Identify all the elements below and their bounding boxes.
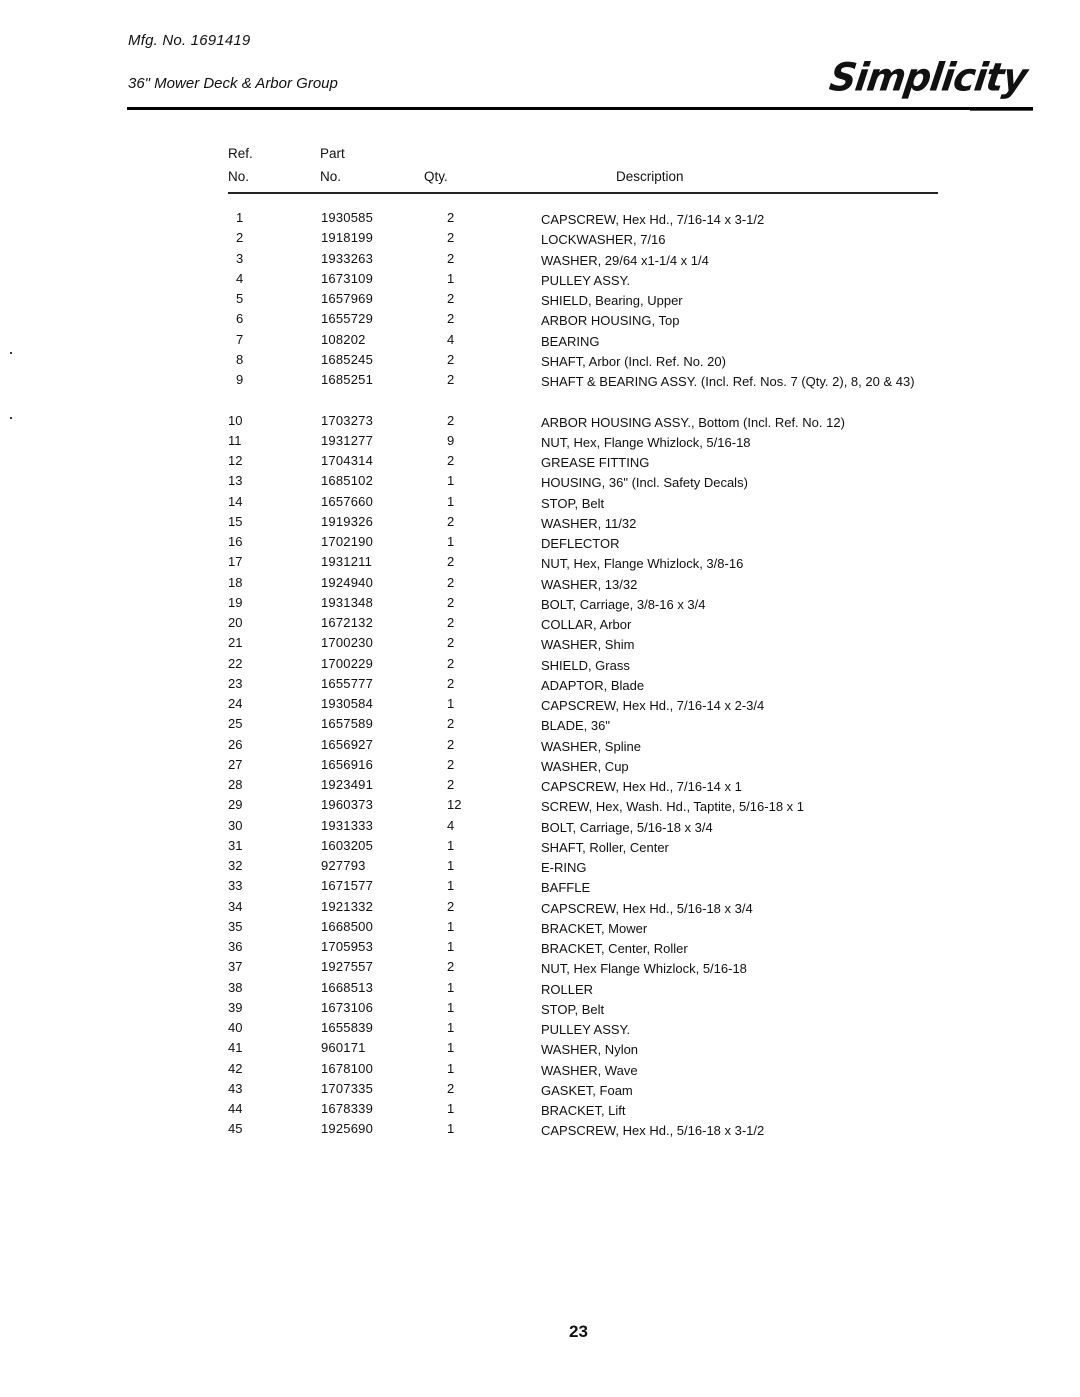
ref-cell: 34	[228, 898, 243, 914]
description-cell: BEARING	[541, 333, 600, 349]
qty-cell: 2	[447, 736, 455, 752]
qty-cell: 1	[447, 999, 455, 1015]
table-row	[228, 676, 948, 696]
description-cell: CAPSCREW, Hex Hd., 5/16-18 x 3/4	[541, 900, 753, 916]
table-row	[228, 757, 948, 777]
table-row	[228, 352, 948, 372]
part-number-cell: 1927557	[321, 959, 374, 975]
part-number-cell: 1705953	[321, 939, 374, 954]
ref-cell: 16	[228, 534, 243, 549]
scan-speck	[10, 417, 12, 419]
qty-cell: 1	[447, 878, 455, 894]
description-cell: CAPSCREW, Hex Hd., 7/16-14 x 1	[541, 779, 742, 794]
table-row	[228, 311, 948, 331]
part-number-cell: 1707335	[321, 1080, 374, 1096]
description-cell: GASKET, Foam	[541, 1082, 633, 1098]
ref-cell: 9	[236, 372, 244, 387]
part-number-cell: 1657660	[321, 493, 374, 509]
description-cell: BRACKET, Lift	[541, 1103, 626, 1118]
description-cell: CAPSCREW, Hex Hd., 5/16-18 x 3-1/2	[541, 1123, 765, 1139]
part-number-cell: 1671577	[321, 878, 374, 894]
description-cell: WASHER, Cup	[541, 758, 629, 774]
header-ref-line1: Ref.	[228, 146, 253, 161]
description-cell: ROLLER	[541, 981, 594, 997]
header-qty: Qty.	[424, 169, 448, 184]
ref-cell: 41	[228, 1040, 243, 1056]
table-row	[228, 453, 948, 473]
qty-cell: 2	[447, 250, 455, 266]
ref-cell: 40	[228, 1020, 243, 1035]
qty-cell: 2	[447, 554, 455, 570]
ref-cell: 24	[228, 696, 243, 711]
description-cell: BRACKET, Mower	[541, 920, 648, 936]
part-number-cell: 1678339	[321, 1101, 374, 1116]
ref-cell: 5	[236, 291, 244, 306]
table-row	[228, 656, 948, 676]
qty-cell: 2	[447, 1080, 455, 1096]
table-row	[228, 372, 948, 413]
qty-cell: 1	[447, 270, 455, 286]
qty-cell: 2	[447, 230, 455, 246]
qty-cell: 2	[447, 513, 455, 529]
table-row	[228, 777, 948, 797]
ref-cell: 10	[228, 412, 243, 428]
qty-cell: 1	[447, 1121, 455, 1137]
qty-cell: 2	[447, 594, 455, 610]
qty-cell: 2	[447, 210, 455, 225]
qty-cell: 1	[447, 1020, 455, 1035]
part-number-cell: 1931211	[321, 554, 373, 570]
part-number-cell: 1656916	[321, 756, 374, 772]
ref-cell: 3	[236, 250, 244, 266]
description-cell: BOLT, Carriage, 5/16-18 x 3/4	[541, 819, 713, 835]
table-row	[228, 1121, 948, 1141]
qty-cell: 2	[447, 351, 455, 367]
description-cell: WASHER, 13/32	[541, 576, 638, 592]
ref-cell: 42	[228, 1060, 243, 1076]
table-row	[228, 797, 948, 817]
part-number-cell: 1668500	[321, 918, 374, 934]
table-row	[228, 554, 948, 574]
table-row	[228, 737, 948, 757]
ref-cell: 31	[228, 837, 243, 853]
part-number-cell: 1960373	[321, 797, 374, 813]
description-cell: SHAFT & BEARING ASSY. (Incl. Ref. Nos. 7 (Qty. 2), 8, 20 & 43)	[541, 374, 915, 389]
ref-cell: 23	[228, 675, 243, 691]
part-number-cell: 1603205	[321, 837, 374, 853]
ref-cell: 1	[236, 210, 244, 225]
table-row	[228, 595, 948, 615]
qty-cell: 4	[447, 331, 455, 347]
description-cell: WASHER, 29/64 x1-1/4 x 1/4	[541, 252, 709, 268]
table-row	[228, 433, 948, 453]
ref-cell: 37	[228, 959, 243, 975]
qty-cell: 1	[447, 534, 455, 549]
part-number-cell: 1933263	[321, 250, 374, 266]
part-number-cell: 1931333	[321, 817, 374, 833]
qty-cell: 1	[447, 858, 455, 873]
table-row	[228, 878, 948, 898]
table-row	[228, 1000, 948, 1020]
description-cell: PULLEY ASSY.	[541, 272, 631, 288]
part-number-cell: 1700229	[321, 655, 374, 671]
page-number: 23	[569, 1322, 588, 1341]
part-number-cell: 927793	[321, 858, 366, 873]
ref-cell: 20	[228, 615, 243, 630]
description-cell: NUT, Hex, Flange Whizlock, 3/8-16	[541, 556, 744, 572]
ref-cell: 33	[228, 878, 243, 894]
part-number-cell: 1702190	[321, 534, 374, 549]
part-number-cell: 1655777	[321, 675, 374, 691]
table-row	[228, 939, 948, 959]
ref-cell: 8	[236, 351, 244, 367]
part-number-cell: 1655729	[321, 311, 374, 327]
table-body	[228, 210, 948, 1142]
qty-cell: 1	[447, 1101, 455, 1116]
table-row	[228, 1101, 948, 1121]
description-cell: ADAPTOR, Blade	[541, 677, 645, 693]
ref-cell: 25	[228, 716, 243, 732]
part-number-cell: 1703273	[321, 412, 374, 428]
table-row	[228, 919, 948, 939]
table-row	[228, 210, 948, 230]
description-cell: COLLAR, Arbor	[541, 617, 632, 632]
table-row	[228, 230, 948, 250]
part-number-cell: 1685102	[321, 473, 374, 489]
qty-cell: 1	[447, 493, 455, 509]
description-cell: WASHER, 11/32	[541, 515, 637, 531]
part-number-cell: 1924940	[321, 574, 374, 590]
part-number-cell: 1921332	[321, 898, 374, 914]
ref-cell: 44	[228, 1101, 243, 1116]
table-row	[228, 514, 948, 534]
description-cell: PULLEY ASSY.	[541, 1022, 631, 1037]
description-cell: NUT, Hex Flange Whizlock, 5/16-18	[541, 961, 747, 977]
ref-cell: 4	[236, 270, 244, 286]
ref-cell: 28	[228, 777, 243, 792]
qty-cell: 2	[447, 756, 455, 772]
brand-logo: Simplicity	[826, 54, 1030, 101]
ref-cell: 15	[228, 513, 243, 529]
ref-cell: 29	[228, 797, 243, 813]
table-row	[228, 1061, 948, 1081]
qty-cell: 1	[447, 696, 455, 711]
description-cell: SCREW, Hex, Wash. Hd., Taptite, 5/16-18 x 1	[541, 799, 804, 815]
ref-cell: 21	[228, 635, 243, 651]
description-cell: CAPSCREW, Hex Hd., 7/16-14 x 3-1/2	[541, 212, 765, 227]
description-cell: GREASE FITTING	[541, 455, 650, 470]
description-cell: STOP, Belt	[541, 1001, 605, 1017]
header-divider	[127, 107, 1033, 110]
table-row	[228, 332, 948, 352]
table-row	[228, 615, 948, 635]
ref-cell: 12	[228, 453, 243, 468]
qty-cell: 2	[447, 311, 455, 327]
qty-cell: 1	[447, 473, 455, 489]
qty-cell: 2	[447, 777, 455, 792]
part-number-cell: 1931277	[321, 432, 374, 448]
ref-cell: 38	[228, 979, 243, 995]
qty-cell: 9	[447, 432, 455, 448]
description-cell: WASHER, Shim	[541, 637, 635, 653]
part-number-cell: 960171	[321, 1040, 366, 1056]
qty-cell: 2	[447, 372, 455, 387]
description-cell: BLADE, 36"	[541, 718, 610, 734]
qty-cell: 2	[447, 453, 455, 468]
part-number-cell: 1685245	[321, 351, 374, 367]
description-cell: LOCKWASHER, 7/16	[541, 232, 666, 248]
description-cell: SHAFT, Arbor (Incl. Ref. No. 20)	[541, 353, 726, 369]
qty-cell: 1	[447, 918, 455, 934]
ref-cell: 22	[228, 655, 243, 671]
part-number-cell: 1704314	[321, 453, 374, 468]
ref-cell: 18	[228, 574, 243, 590]
description-cell: E-RING	[541, 860, 587, 875]
table-row	[228, 251, 948, 271]
ref-cell: 35	[228, 918, 243, 934]
qty-cell: 2	[447, 898, 455, 914]
qty-cell: 1	[447, 939, 455, 954]
part-number-cell: 1668513	[321, 979, 374, 995]
part-number-cell: 1685251	[321, 372, 374, 387]
qty-cell: 1	[447, 1060, 455, 1076]
qty-cell: 12	[447, 797, 462, 813]
ref-cell: 7	[236, 331, 244, 347]
description-cell: SHIELD, Grass	[541, 657, 630, 673]
part-number-cell: 1925690	[321, 1121, 374, 1137]
qty-cell: 1	[447, 1040, 455, 1056]
table-row	[228, 838, 948, 858]
table-row	[228, 959, 948, 979]
ref-cell: 19	[228, 594, 243, 610]
description-cell: STOP, Belt	[541, 495, 605, 511]
qty-cell: 2	[447, 655, 455, 671]
ref-cell: 2	[236, 230, 244, 246]
qty-cell: 1	[447, 979, 455, 995]
part-number-cell: 1657969	[321, 291, 374, 306]
table-header	[228, 145, 938, 185]
header-divider-tail	[970, 110, 1033, 111]
table-row	[228, 696, 948, 716]
ref-cell: 43	[228, 1080, 243, 1096]
ref-cell: 17	[228, 554, 243, 570]
table-row	[228, 1020, 948, 1040]
part-number-cell: 1673109	[321, 270, 374, 286]
ref-cell: 36	[228, 939, 243, 954]
ref-cell: 14	[228, 493, 243, 509]
qty-cell: 4	[447, 817, 455, 833]
qty-cell: 2	[447, 675, 455, 691]
qty-cell: 2	[447, 412, 455, 428]
part-number-cell: 1923491	[321, 777, 374, 792]
part-number-cell: 1672132	[321, 615, 374, 630]
ref-cell: 30	[228, 817, 243, 833]
description-cell: BRACKET, Center, Roller	[541, 941, 688, 956]
part-number-cell: 1700230	[321, 635, 374, 651]
ref-cell: 39	[228, 999, 243, 1015]
table-row	[228, 635, 948, 655]
qty-cell: 2	[447, 291, 455, 306]
part-number-cell: 1930585	[321, 210, 374, 225]
qty-cell: 2	[447, 615, 455, 630]
description-cell: WASHER, Spline	[541, 738, 641, 754]
part-number-cell: 1655839	[321, 1020, 374, 1035]
description-cell: SHAFT, Roller, Center	[541, 839, 669, 855]
table-row	[228, 1040, 948, 1060]
header-ref-line2: No.	[228, 169, 250, 184]
ref-cell: 11	[228, 432, 242, 448]
ref-cell: 26	[228, 736, 243, 752]
ref-cell: 13	[228, 473, 243, 489]
mfg-number: Mfg. No. 1691419	[128, 32, 251, 49]
description-cell: WASHER, Wave	[541, 1062, 638, 1078]
ref-cell: 6	[236, 311, 244, 327]
table-row	[228, 575, 948, 595]
part-number-cell: 1931348	[321, 594, 374, 610]
qty-cell: 2	[447, 635, 455, 651]
description-cell: CAPSCREW, Hex Hd., 7/16-14 x 2-3/4	[541, 698, 765, 713]
qty-cell: 2	[447, 716, 455, 732]
table-row	[228, 818, 948, 838]
table-row	[228, 271, 948, 291]
table-row	[228, 534, 948, 554]
table-row	[228, 473, 948, 493]
description-cell: DEFLECTOR	[541, 536, 620, 551]
part-number-cell: 1930584	[321, 696, 374, 711]
header-description: Description	[616, 169, 684, 184]
description-cell: BOLT, Carriage, 3/8-16 x 3/4	[541, 596, 706, 612]
description-cell: WASHER, Nylon	[541, 1042, 639, 1058]
table-row	[228, 899, 948, 919]
part-number-cell: 1656927	[321, 736, 374, 752]
ref-cell: 45	[228, 1121, 243, 1137]
qty-cell: 1	[447, 837, 455, 853]
description-cell: NUT, Hex, Flange Whizlock, 5/16-18	[541, 434, 751, 450]
table-row	[228, 716, 948, 736]
part-number-cell: 1918199	[321, 230, 374, 246]
description-cell: ARBOR HOUSING ASSY., Bottom (Incl. Ref. No. 12)	[541, 414, 845, 430]
parts-table	[228, 145, 938, 1139]
table-row	[228, 858, 948, 878]
description-cell: HOUSING, 36" (Incl. Safety Decals)	[541, 475, 748, 491]
scan-speck	[10, 352, 12, 354]
qty-cell: 2	[447, 574, 455, 590]
table-row	[228, 291, 948, 311]
part-number-cell: 1919326	[321, 513, 374, 529]
description-cell: BAFFLE	[541, 880, 591, 896]
table-row	[228, 980, 948, 1000]
table-row	[228, 1081, 948, 1101]
ref-cell: 32	[228, 858, 243, 873]
header-rule	[228, 192, 938, 194]
part-number-cell: 1678100	[321, 1060, 374, 1076]
part-number-cell: 1657589	[321, 716, 374, 732]
part-number-cell: 108202	[321, 331, 366, 347]
qty-cell: 2	[447, 959, 455, 975]
description-cell: ARBOR HOUSING, Top	[541, 313, 680, 329]
part-number-cell: 1673106	[321, 999, 374, 1015]
header-part-line2: No.	[320, 169, 342, 184]
ref-cell: 27	[228, 756, 243, 772]
table-row	[228, 413, 948, 433]
header-part-line1: Part	[320, 146, 345, 161]
description-cell: SHIELD, Bearing, Upper	[541, 293, 683, 308]
group-title: 36" Mower Deck & Arbor Group	[128, 75, 338, 92]
table-row	[228, 494, 948, 514]
